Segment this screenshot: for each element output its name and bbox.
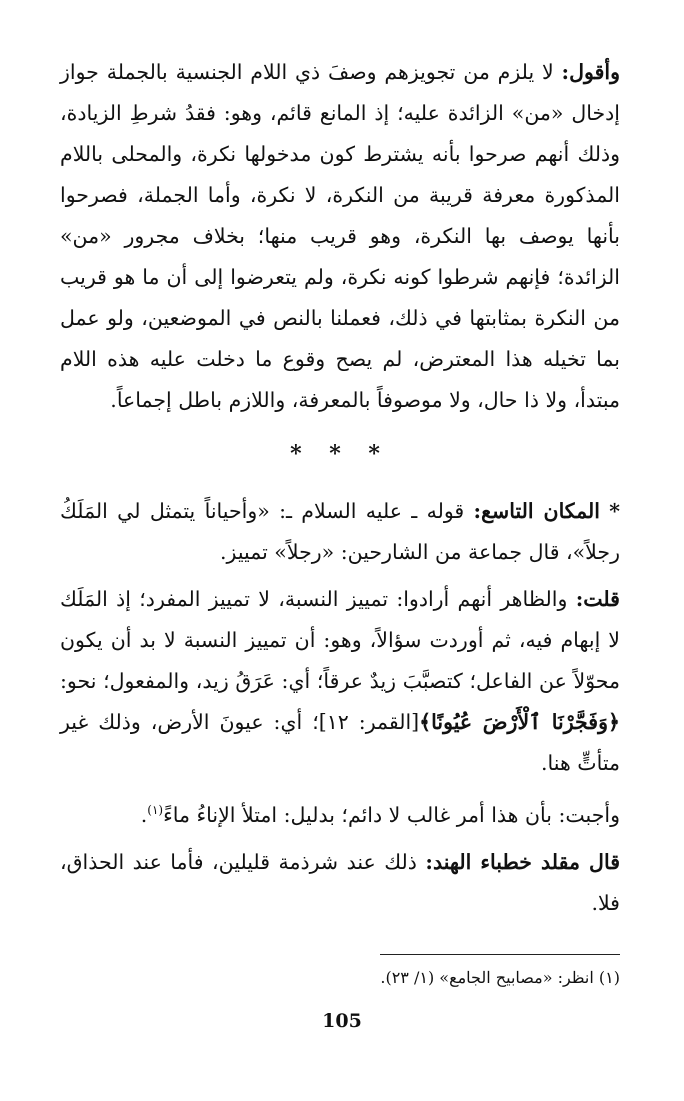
paragraph-2-lead: المكان التاسع:: [473, 499, 600, 523]
paragraph-4-end: .: [140, 802, 148, 827]
footnote: (١) انظر: «مصابيح الجامع» (١/ ٢٣).: [380, 967, 620, 987]
paragraph-5-lead: قال مقلد خطباء الهند:: [425, 849, 620, 874]
paragraph-2: [60, 491, 620, 573]
paragraph-3-lead: قلت:: [575, 587, 620, 611]
paragraph-3-text-before: والظاهر أنهم أرادوا: تمييز النسبة، لا تمييز المفرد؛ إذ المَلَك لا إبهام فيه، ثم أوردت سؤالاً، وهو: أن تمييز النسبة لا بد أن يكون محوّلاً عن الفاعل؛ كتصبَّبَ زيدٌ عرقاً؛ أي: عَرَقُ زيد، والمفعول؛ نحو:: [60, 587, 620, 693]
paragraph-1: [60, 52, 620, 421]
paragraph-4-text: وأجبت: بأن هذا أمر غالب لا دائم؛ بدليل: امتلأ الإناءُ ماءً: [163, 802, 620, 827]
page-number: 105: [322, 1010, 362, 1032]
paragraph-2-text: قوله ـ عليه السلام ـ: «وأحياناً يتمثل لي المَلَكُ رجلاً»، قال جماعة من الشارحين: «رجلاً» تمييز.: [60, 499, 620, 564]
paragraph-2-star: *: [609, 499, 620, 523]
paragraph-1-lead: وأقول:: [561, 60, 620, 84]
paragraph-5: [60, 842, 620, 924]
paragraph-4: [60, 790, 620, 836]
quran-verse: ﴿وَفَجَّرْنَا ٱلْأَرْضَ عُيُونًا﴾: [419, 710, 620, 734]
footnote-divider: [380, 954, 620, 955]
paragraph-5-text: ذلك عند شرذمة قليلين، فأما عند الحذاق، فلا.: [60, 849, 620, 915]
footnote-reference: (١): [147, 803, 164, 817]
section-separator: * * *: [290, 441, 390, 467]
paragraph-1-text: لا يلزم من تجويزهم وصفَ ذي اللام الجنسية بالجملة جواز إدخال «من» الزائدة عليه؛ إذ المانع قائم، وهو: فقدُ شرطِ الزيادة، وذلك أنهم صرحوا بأنه يشترط كون مدخولها نكرة، والمحلى باللام المذكورة معرفة قريبة من النكرة، لا نكرة، وأما الجملة، فصرحوا بأنها يوصف بها النكرة، وهو قريب منها؛ بخلاف مجرور «من» الزائدة؛ فإنهم شرطوا كونه نكرة، ولم يتعرضوا إلى أن ما هو قريب من النكرة بمثابتها في ذلك، فعملنا بالنص في الموضعين، ولو عمل بما تخيله هذا المعترض، لم يصح وقوع ما دخلت عليه هذه اللام مبتدأ، ولا ذا حال، ولا موصوفاً بالمعرفة، واللازم باطل إجماعاً.: [60, 60, 620, 412]
paragraph-3-text-after: ؛ أي: عيونَ الأرض، وذلك غير متأتٍّ هنا.: [60, 710, 620, 775]
quran-citation: [القمر: ١٢]: [318, 710, 420, 734]
paragraph-3: [60, 579, 620, 784]
